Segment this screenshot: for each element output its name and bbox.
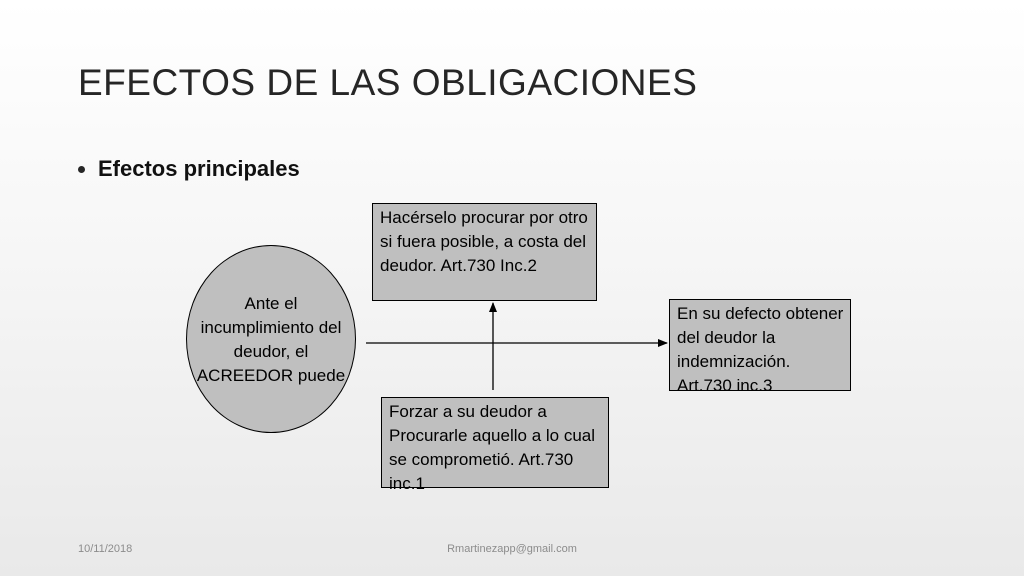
- creditor-node: [186, 245, 356, 433]
- bullet-item: [78, 156, 300, 182]
- forced-performance-box: Forzar a su deudor a Procurarle aquello a lo cual se comprometió. Art.730 inc.1: [381, 397, 609, 488]
- footer-date: 10/11/2018: [78, 543, 133, 555]
- slide-title: EFECTOS DE LAS OBLIGACIONES: [78, 62, 698, 103]
- indemnification-box: En su defecto obtener del deudor la indemnización. Art.730 inc.3: [669, 299, 851, 391]
- creditor-node-text: Ante el incumplimiento del deudor, el ACREEDOR puede: [196, 294, 346, 385]
- footer-email: Rmartinezapp@gmail.com: [447, 543, 577, 555]
- bullet-text: Efectos principales: [98, 156, 300, 181]
- substitute-performance-box: Hacérselo procurar por otro si fuera posible, a costa del deudor. Art.730 Inc.2: [372, 203, 597, 301]
- bullet-dot-icon: [78, 166, 85, 173]
